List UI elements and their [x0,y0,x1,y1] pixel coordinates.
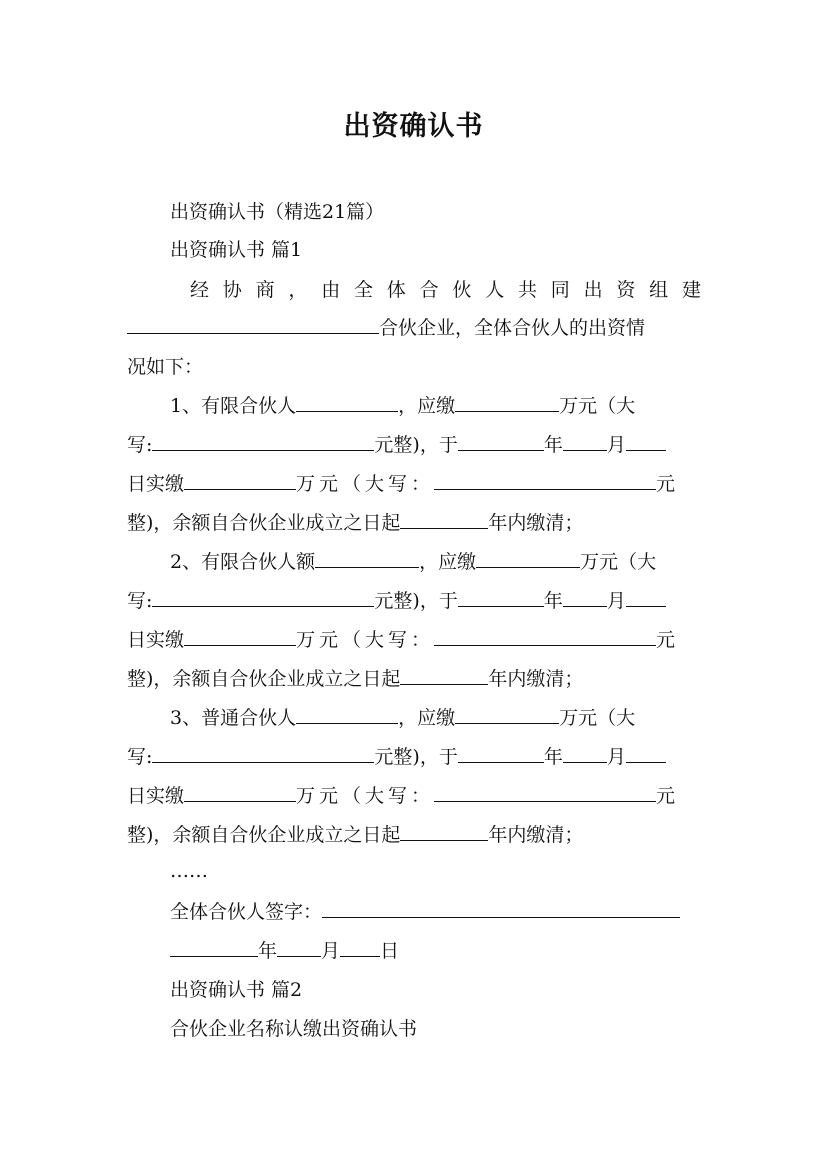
item-1-due: ，应缴 [398,395,456,417]
signature-label: 全体合伙人签字： [170,901,323,923]
signature-day-blank [340,938,380,957]
item-3-day-blank [626,744,666,763]
item-1-xie: 写: [127,434,153,456]
item-3-due-amount-blank [455,705,559,724]
item-1-years-blank [400,510,488,529]
signature-month-blank [277,938,321,957]
item-2-nian-nei: 年内缴清； [488,668,584,690]
item-2-due-amount-blank [476,549,580,568]
item-3-lead: 3、普通合伙人 [170,707,297,729]
item-1-nian: 年 [543,434,563,456]
item-2-paid-blank [184,627,296,646]
item-1-capital-blank [152,432,374,451]
item-3-nian-nei: 年内缴清； [488,824,584,846]
item-3-wanyuan-daxie: 万元（大写： [296,785,435,807]
item-1-paid-blank [184,471,296,490]
item-3-month-blank [563,744,607,763]
item-3-zheng-rest: 整)，余额自合伙企业成立之日起 [127,824,401,846]
item-2-line-2 [127,588,666,614]
signature-nian: 年 [258,940,278,962]
item-2-wanyuan-daxie: 万元（大写： [296,629,435,651]
item-1-yue: 月 [606,434,626,456]
intro-line-3: 况如下： [127,356,204,378]
signature-year-blank [170,938,258,957]
item-1-due-amount-blank [455,393,559,412]
enterprise-name-blank [127,315,379,334]
intro-line-2 [127,315,645,341]
item-1-partner-blank [296,393,398,412]
item-2-paid-capital-blank [434,627,656,646]
item-2-due: ，应缴 [419,551,477,573]
item-1-month-blank [563,432,607,451]
intro-line-1: 经 协 商 ， 由 全 体 合 伙 人 共 同 出 资 组 建 [190,279,701,301]
item-1-day-blank [626,432,666,451]
item-1-zheng-rest: 整)，余额自合伙企业成立之日起 [127,512,401,534]
signature-blank [322,899,680,918]
item-2-zheng-rest: 整)，余额自合伙企业成立之日起 [127,668,401,690]
item-2-wan-big: 万元（大 [580,551,657,573]
item-2-capital-blank [152,588,374,607]
item-2-day-blank [626,588,666,607]
document-subtitle: 出资确认书（精选21篇） [170,201,385,223]
item-2-partner-blank [315,549,419,568]
item-1-yuan-zheng: 元整)，于 [374,434,458,456]
item-3-wan-big: 万元（大 [559,707,636,729]
item-1-nian-nei: 年内缴清； [488,512,584,534]
signature-ri: 日 [380,940,400,962]
item-3-xie: 写: [127,746,153,768]
item-1-yuan: 元 [656,473,676,495]
item-1-year-blank [458,432,544,451]
item-2-years-blank [400,666,488,685]
item-3-paid-blank [184,783,296,802]
item-2-yue: 月 [606,590,626,612]
item-3-years-blank [400,822,488,841]
item-2-line-3 [127,627,675,653]
item-1-wanyuan-daxie: 万元（大写： [296,473,435,495]
item-3-partner-blank [296,705,398,724]
section2-first-line: 合伙企业名称认缴出资确认书 [170,1018,418,1040]
item-2-line-4 [127,666,583,692]
item-1-line-2 [127,432,666,458]
item-2-lead: 2、有限合伙人额 [170,551,316,573]
item-3-nian: 年 [543,746,563,768]
signature-yue: 月 [321,940,341,962]
section2-heading: 出资确认书 篇2 [170,979,303,1001]
item-3-yuan-zheng: 元整)，于 [374,746,458,768]
intro-line-2-text: 合伙企业，全体合伙人的出资情 [379,317,646,339]
item-3-line-3 [127,783,675,809]
item-1-paid-capital-blank [434,471,656,490]
item-3-yuan: 元 [656,785,676,807]
item-2-ri-shijiao: 日实缴 [127,629,185,651]
item-2-yuan: 元 [656,629,676,651]
item-1-line-1 [170,393,701,419]
item-1-ri-shijiao: 日实缴 [127,473,185,495]
item-3-due: ，应缴 [398,707,456,729]
item-2-nian: 年 [543,590,563,612]
item-3-paid-capital-blank [434,783,656,802]
item-2-xie: 写: [127,590,153,612]
item-2-yuan-zheng: 元整)，于 [374,590,458,612]
item-1-line-4 [127,510,583,536]
item-2-month-blank [563,588,607,607]
ellipsis: …… [170,860,208,882]
signature-line [170,899,680,925]
item-1-line-3 [127,471,675,497]
item-3-line-2 [127,744,666,770]
item-2-line-1 [170,549,701,575]
signature-date-line [170,938,399,964]
item-3-line-1 [170,705,701,731]
document-title: 出资确认书 [343,111,484,142]
item-2-year-blank [458,588,544,607]
item-3-capital-blank [152,744,374,763]
item-3-year-blank [458,744,544,763]
item-3-ri-shijiao: 日实缴 [127,785,185,807]
item-1-wan-big: 万元（大 [559,395,636,417]
item-3-line-4 [127,822,583,848]
item-1-lead: 1、有限合伙人 [170,395,297,417]
section1-heading: 出资确认书 篇1 [170,239,303,261]
item-3-yue: 月 [606,746,626,768]
